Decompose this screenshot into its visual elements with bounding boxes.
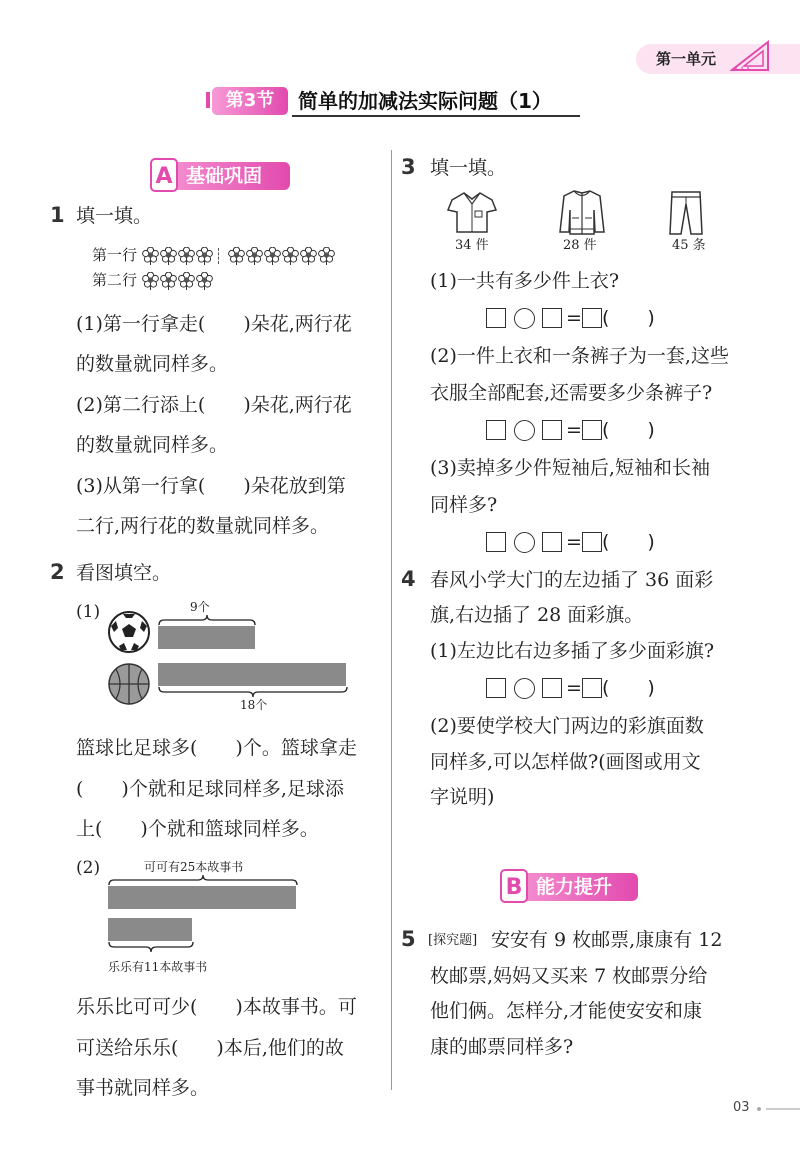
section-a-label: 基础巩固 <box>186 165 263 187</box>
unit-parens[interactable]: ( ) <box>602 419 655 441</box>
q5-number: 5 <box>401 927 416 951</box>
q2-line-6: 事书就同样多。 <box>76 1077 210 1099</box>
short-sleeve-shirt-icon <box>446 190 498 234</box>
q3-sub-3b: 同样多? <box>430 494 498 516</box>
q4-sub-2c: 字说明) <box>430 786 495 808</box>
column-divider <box>391 150 392 1090</box>
section-title-underline <box>292 115 580 117</box>
equals-sign: = <box>566 307 582 329</box>
answer-box[interactable] <box>582 532 602 552</box>
answer-box[interactable] <box>542 420 562 440</box>
flower-icon <box>196 247 213 265</box>
q1-row1-label: 第一行 <box>92 246 138 264</box>
section-a-letter: A <box>150 158 178 192</box>
answer-box[interactable] <box>582 678 602 698</box>
q2-bottom-brace <box>158 686 348 698</box>
answer-box[interactable] <box>486 420 506 440</box>
answer-box[interactable] <box>542 532 562 552</box>
q3-sub-3a: (3)卖掉多少件短袖后,短袖和长袖 <box>430 457 710 479</box>
operator-circle[interactable] <box>514 420 535 441</box>
q2-line-3: 上( )个就和篮球同样多。 <box>76 818 319 840</box>
q2-part2-top-brace <box>108 874 298 886</box>
q2-bottom-brace-label: 18个 <box>240 698 268 712</box>
q2-part2-top-label: 可可有25本故事书 <box>144 860 244 874</box>
operator-circle[interactable] <box>514 532 535 553</box>
jacket-count: 28 件 <box>563 238 597 253</box>
q1-line-6: 二行,两行花的数量就同样多。 <box>76 515 330 537</box>
flower-icon <box>282 247 299 265</box>
flower-icon <box>228 247 245 265</box>
section-b-label: 能力提升 <box>536 876 613 898</box>
soccer-bar <box>158 626 255 649</box>
section-a-badge <box>150 162 290 190</box>
answer-box[interactable] <box>486 308 506 328</box>
q1-title: 填一填。 <box>76 205 153 227</box>
equals-sign: = <box>566 531 582 553</box>
q4-sub-1: (1)左边比右边多插了多少面彩旗? <box>430 640 715 662</box>
unit-parens[interactable]: ( ) <box>602 531 655 553</box>
dash-separator <box>218 248 225 264</box>
flower-icon <box>178 247 195 265</box>
q5-line-1: 安安有 9 枚邮票,康康有 12 <box>491 929 723 951</box>
section-header-marker <box>206 92 210 108</box>
q1-number: 1 <box>50 203 65 227</box>
q4-number: 4 <box>401 567 416 591</box>
pants-count: 45 条 <box>672 238 706 253</box>
section-b-letter: B <box>500 869 528 903</box>
flower-icon <box>264 247 281 265</box>
q2-line-4: 乐乐比可可少( )本故事书。可 <box>76 996 357 1018</box>
q5-line-3: 他们俩。怎样分,才能使安安和康 <box>430 1000 703 1022</box>
jacket-icon <box>557 188 607 236</box>
q2-line-1: 篮球比足球多( )个。篮球拿走 <box>76 737 357 759</box>
page-number: 03 <box>733 1100 750 1115</box>
section-b-badge <box>500 873 638 901</box>
q1-row1-flowers <box>142 245 336 265</box>
flower-icon <box>142 247 159 265</box>
q4-sub-2a: (2)要使学校大门两边的彩旗面数 <box>430 715 704 737</box>
flower-icon <box>160 247 177 265</box>
answer-box[interactable] <box>486 532 506 552</box>
equals-sign: = <box>566 677 582 699</box>
q2-part1-label: (1) <box>76 602 101 622</box>
flower-icon <box>196 272 213 290</box>
flower-icon <box>142 272 159 290</box>
q2-part2-label: (2) <box>76 858 101 878</box>
unit-parens[interactable]: ( ) <box>602 677 655 699</box>
q2-title: 看图填空。 <box>76 562 172 584</box>
operator-circle[interactable] <box>514 678 535 699</box>
q3-number: 3 <box>401 155 416 179</box>
flower-icon <box>160 272 177 290</box>
q5-tag: [探究题] <box>428 933 478 948</box>
flower-icon <box>178 272 195 290</box>
unit-label: 第一单元 <box>656 50 717 68</box>
q1-line-1: (1)第一行拿走( )朵花,两行花 <box>76 313 352 335</box>
q2-line-5: 可送给乐乐( )本后,他们的故 <box>76 1037 344 1059</box>
q2-top-brace <box>158 614 256 626</box>
flower-icon <box>318 247 335 265</box>
q2-part2-bottom-label: 乐乐有11本故事书 <box>108 960 208 974</box>
q5-line-2: 枚邮票,妈妈又买来 7 枚邮票分给 <box>430 965 708 987</box>
pants-icon <box>668 190 704 236</box>
q3-title: 填一填。 <box>430 157 507 179</box>
footer-line <box>766 1108 800 1110</box>
q1-line-3: (2)第二行添上( )朵花,两行花 <box>76 394 352 416</box>
q1-row2-label: 第二行 <box>92 271 138 289</box>
q4-line-1: 春风小学大门的左边插了 36 面彩 <box>430 569 714 591</box>
q4-line-2: 旗,右边插了 28 面彩旗。 <box>430 604 644 626</box>
shirt-count: 34 件 <box>455 238 489 253</box>
q2-top-brace-label: 9个 <box>190 600 210 614</box>
section-badge: 第3节 <box>212 87 288 115</box>
triangle-ruler-icon <box>730 40 770 72</box>
page-number-dot <box>757 1107 761 1111</box>
q1-row2-flowers <box>142 270 214 290</box>
flower-icon <box>246 247 263 265</box>
basketball-bar <box>158 663 346 686</box>
q2-number: 2 <box>50 560 65 584</box>
keke-books-bar <box>108 886 296 909</box>
q4-sub-2b: 同样多,可以怎样做?(画图或用文 <box>430 751 701 773</box>
q1-line-2: 的数量就同样多。 <box>76 353 229 375</box>
section-title: 简单的加减法实际问题（1） <box>298 89 552 113</box>
q3-sub-1: (1)一共有多少件上衣? <box>430 270 620 292</box>
soccer-ball-icon <box>107 610 151 654</box>
operator-circle[interactable] <box>514 308 535 329</box>
flower-icon <box>300 247 317 265</box>
lele-books-bar <box>108 918 192 941</box>
answer-box[interactable] <box>582 420 602 440</box>
answer-box[interactable] <box>542 678 562 698</box>
unit-parens[interactable]: ( ) <box>602 307 655 329</box>
q5-line-4: 康的邮票同样多? <box>430 1036 574 1058</box>
q1-line-4: 的数量就同样多。 <box>76 434 229 456</box>
q2-part2-bottom-brace <box>108 941 194 953</box>
answer-box[interactable] <box>542 308 562 328</box>
answer-box[interactable] <box>582 308 602 328</box>
q3-sub-2b: 衣服全部配套,还需要多少条裤子? <box>430 382 713 404</box>
equals-sign: = <box>566 419 582 441</box>
basketball-icon <box>107 662 151 706</box>
q3-sub-2a: (2)一件上衣和一条裤子为一套,这些 <box>430 345 729 367</box>
answer-box[interactable] <box>486 678 506 698</box>
q2-line-2: ( )个就和足球同样多,足球添 <box>76 778 344 800</box>
q1-line-5: (3)从第一行拿( )朵花放到第 <box>76 475 346 497</box>
